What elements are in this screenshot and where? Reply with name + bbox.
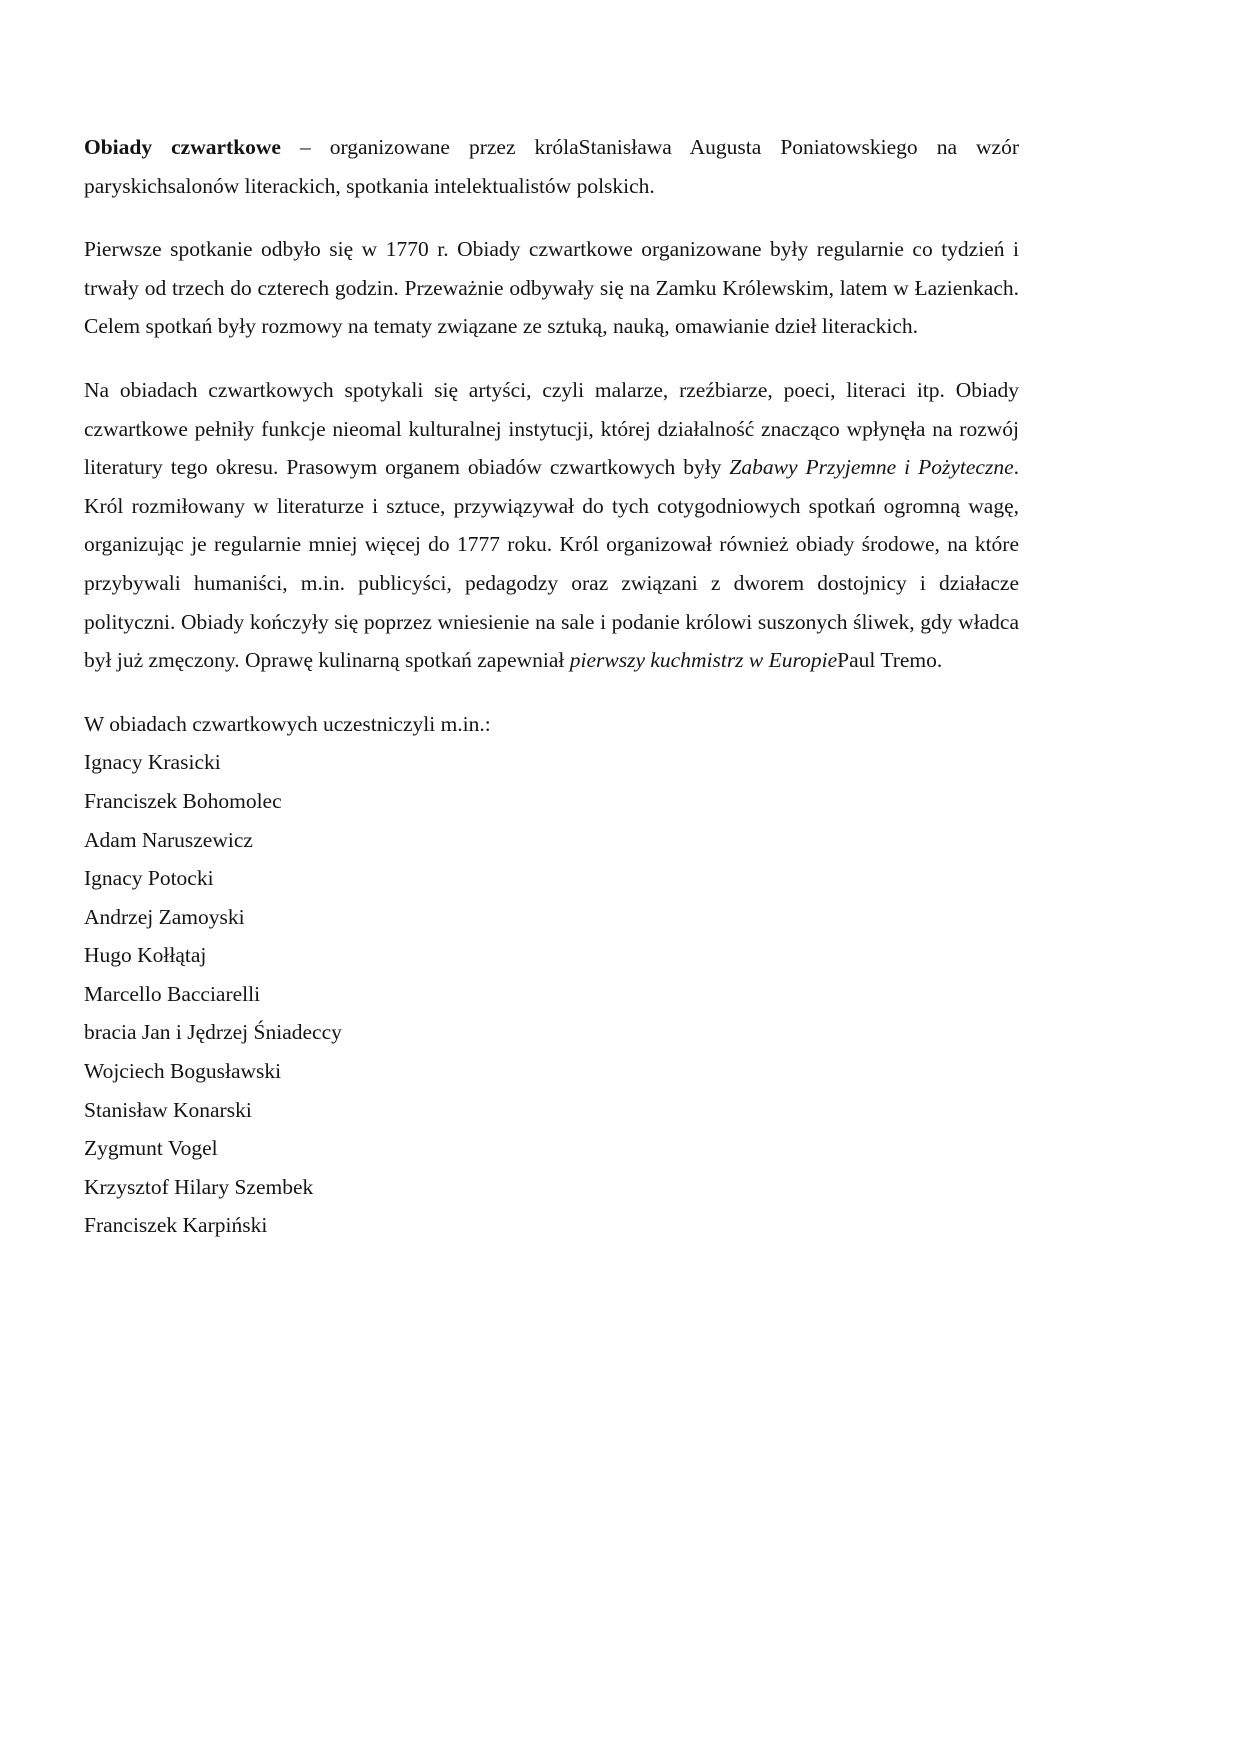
paragraph-definition [84, 128, 1019, 205]
journal-title: Zabawy Przyjemne i Pożyteczne [729, 455, 1014, 480]
participant-item: Wojciech Bogusławski [84, 1059, 282, 1084]
participants-intro: W obiadach czwartkowych uczestniczyli m.in.: [84, 711, 491, 736]
chef-name: Paul Tremo. [837, 648, 943, 673]
participant-item: Marcello Bacciarelli [84, 981, 261, 1006]
description-text-start: Na obiadach czwartkowych spotykali się artyści, czyli malarze, rzeźbiarze, poeci, literaci itp. Obiady czwartkowe pełniły funkcje nieomal kulturalnej instytucji, której działalność znacząco wpłynęła na rozwój literatury tego okresu. Prasowym organem obiadów czwartkowych były [84, 377, 1019, 480]
participant-item: Stanisław Konarski [84, 1097, 252, 1122]
participants-list [84, 743, 1019, 1245]
description-text-middle: . Król rozmiłowany w literaturze i sztuce, przywiązywał do tych cotygodniowych spotkań ogromną wagę, organizując je regularnie mniej więcej do 1777 roku. Król organizował również obiady środowe, na które przybywali humaniści, m.in. publicyści, pedagodzy oraz związani z dworem dostojnicy i działacze polityczni. Obiady kończyły się poprzez wniesienie na sale i podanie królowi suszonych śliwek, gdy władca był już zmęczony. Oprawę kulinarną spotkań zapewniał [84, 455, 1019, 673]
defined-term: Obiady czwartkowe [84, 135, 281, 159]
participant-item: bracia Jan i Jędrzej Śniadeccy [84, 1020, 342, 1045]
chef-phrase: pierwszy kuchmistrz w Europie [569, 648, 838, 673]
participant-item: Hugo Kołłątaj [84, 943, 207, 968]
participant-item: Andrzej Zamoyski [84, 904, 245, 929]
document-page [84, 128, 1019, 1245]
participant-item: Krzysztof Hilary Szembek [84, 1174, 314, 1199]
paragraph-participants-description [84, 371, 1019, 680]
participant-item: Franciszek Bohomolec [84, 788, 282, 813]
participant-item: Ignacy Potocki [84, 866, 214, 891]
paragraph-history [84, 230, 1019, 346]
participant-item: Ignacy Krasicki [84, 750, 221, 775]
definition-text: – organizowane przez królaStanisława Augusta Poniatowskiego na wzór paryskichsalonów literackich, spotkania intelektualistów polskich. [84, 135, 1019, 198]
participant-item: Adam Naruszewicz [84, 827, 253, 852]
participant-item: Franciszek Karpiński [84, 1213, 268, 1238]
participant-item: Zygmunt Vogel [84, 1136, 218, 1161]
history-text: Pierwsze spotkanie odbyło się w 1770 r. Obiady czwartkowe organizowane były regularnie co tydzień i trwały od trzech do czterech godzin. Przeważnie odbywały się na Zamku Królewskim, latem w Łazienkach. Celem spotkań były rozmowy na tematy związane ze sztuką, nauką, omawianie dzieł literackich. [84, 237, 1019, 339]
